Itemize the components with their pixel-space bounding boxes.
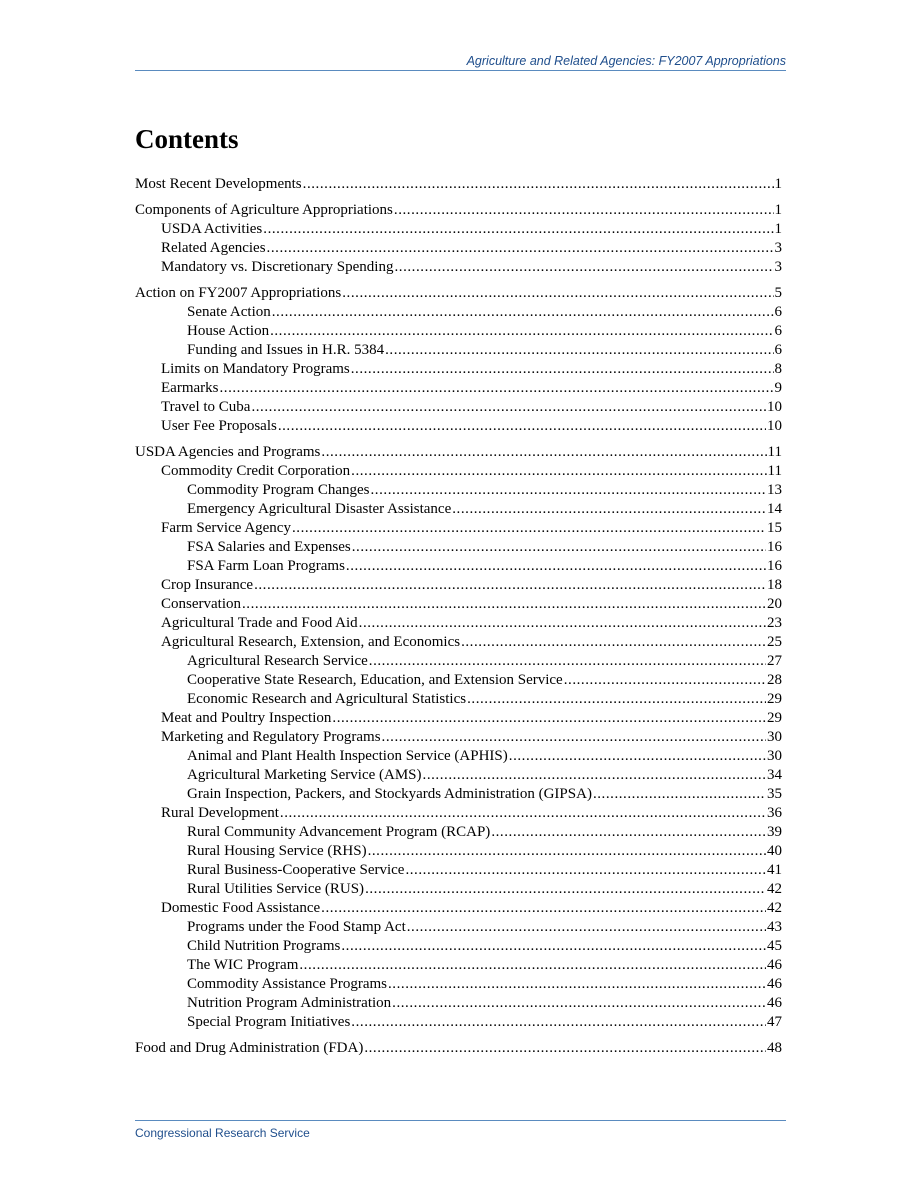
- toc-dot-leader: [388, 975, 766, 994]
- toc-entry[interactable]: [135, 500, 782, 519]
- toc-entry-page: 11: [767, 444, 782, 460]
- toc-entry-page: 6: [774, 304, 782, 320]
- toc-entry[interactable]: [135, 519, 782, 538]
- toc-dot-leader: [270, 322, 773, 341]
- toc-entry-page: 13: [767, 482, 782, 498]
- toc-entry-page: 29: [767, 691, 782, 707]
- toc-dot-leader: [280, 804, 766, 823]
- toc-entry-page: 47: [767, 1014, 782, 1030]
- toc-dot-leader: [321, 899, 766, 918]
- toc-entry-page: 1: [774, 176, 782, 192]
- toc-entry[interactable]: [135, 709, 782, 728]
- toc-entry[interactable]: [135, 322, 782, 341]
- toc-dot-leader: [452, 500, 766, 519]
- toc-dot-leader: [352, 538, 766, 557]
- toc-entry[interactable]: [135, 652, 782, 671]
- toc-entry-title: Commodity Program Changes: [187, 482, 370, 498]
- toc-entry[interactable]: [135, 633, 782, 652]
- toc-dot-leader: [365, 880, 766, 899]
- toc-entry[interactable]: [135, 1039, 782, 1058]
- toc-entry-page: 28: [767, 672, 782, 688]
- toc-entry-title: Meat and Poultry Inspection: [161, 710, 332, 726]
- toc-entry[interactable]: [135, 766, 782, 785]
- toc-dot-leader: [509, 747, 766, 766]
- toc-dot-leader: [321, 443, 766, 462]
- toc-entry-title: USDA Agencies and Programs: [135, 444, 321, 460]
- toc-dot-leader: [342, 284, 773, 303]
- toc-dot-leader: [351, 360, 774, 379]
- toc-entry[interactable]: [135, 258, 782, 277]
- toc-entry-title: Child Nutrition Programs: [187, 938, 341, 954]
- toc-entry-title: Conservation: [161, 596, 241, 612]
- toc-dot-leader: [351, 462, 766, 481]
- toc-dot-leader: [593, 785, 766, 804]
- toc-entry[interactable]: [135, 1013, 782, 1032]
- toc-entry-page: 15: [767, 520, 782, 536]
- toc-entry-page: 36: [767, 805, 782, 821]
- toc-dot-leader: [364, 1039, 766, 1058]
- toc-entry-title: Mandatory vs. Discretionary Spending: [161, 259, 394, 275]
- toc-entry-title: Food and Drug Administration (FDA): [135, 1040, 364, 1056]
- toc-entry-page: 10: [767, 399, 782, 415]
- toc-dot-leader: [303, 175, 774, 194]
- toc-dot-leader: [407, 918, 766, 937]
- toc-entry-page: 41: [767, 862, 782, 878]
- toc-entry-title: Agricultural Research, Extension, and Economics: [161, 634, 461, 650]
- toc-entry[interactable]: [135, 994, 782, 1013]
- toc-entry[interactable]: [135, 728, 782, 747]
- toc-entry-title: Animal and Plant Health Inspection Service (APHIS): [187, 748, 508, 764]
- toc-dot-leader: [394, 201, 774, 220]
- toc-entry[interactable]: [135, 747, 782, 766]
- toc-entry-title: Commodity Assistance Programs: [187, 976, 387, 992]
- toc-entry-title: Commodity Credit Corporation: [161, 463, 351, 479]
- toc-entry-page: 30: [767, 748, 782, 764]
- toc-entry-title: Nutrition Program Administration: [187, 995, 392, 1011]
- toc-entry-title: Rural Housing Service (RHS): [187, 843, 367, 859]
- toc-dot-leader: [251, 398, 766, 417]
- toc-entry-page: 6: [774, 323, 782, 339]
- toc-entry[interactable]: [135, 671, 782, 690]
- toc-entry-page: 10: [767, 418, 782, 434]
- toc-entry-title: Most Recent Developments: [135, 176, 302, 192]
- toc-entry[interactable]: [135, 975, 782, 994]
- toc-entry-page: 39: [767, 824, 782, 840]
- toc-entry-title: Domestic Food Assistance: [161, 900, 321, 916]
- toc-entry-page: 16: [767, 558, 782, 574]
- toc-entry-title: Programs under the Food Stamp Act: [187, 919, 406, 935]
- running-footer: [135, 1120, 786, 1142]
- toc-entry-page: 29: [767, 710, 782, 726]
- toc-entry-title: Funding and Issues in H.R. 5384: [187, 342, 385, 358]
- toc-entry-title: Special Program Initiatives: [187, 1014, 351, 1030]
- toc-entry-title: Rural Business-Cooperative Service: [187, 862, 405, 878]
- toc-dot-leader: [219, 379, 773, 398]
- toc-entry-page: 42: [767, 881, 782, 897]
- toc-entry[interactable]: [135, 842, 782, 861]
- toc-entry-page: 35: [767, 786, 782, 802]
- toc-entry[interactable]: [135, 538, 782, 557]
- toc-dot-leader: [385, 341, 773, 360]
- toc-entry[interactable]: [135, 443, 782, 462]
- toc-entry-page: 16: [767, 539, 782, 555]
- toc-entry[interactable]: [135, 303, 782, 322]
- toc-entry-title: Marketing and Regulatory Programs: [161, 729, 381, 745]
- running-header-title: Agriculture and Related Agencies: FY2007 Appropriations: [466, 54, 786, 68]
- toc-entry-page: 46: [767, 957, 782, 973]
- toc-entry-page: 20: [767, 596, 782, 612]
- toc-entry-page: 9: [774, 380, 782, 396]
- toc-entry-page: 5: [774, 285, 782, 301]
- toc-entry-page: 25: [767, 634, 782, 650]
- toc-entry-page: 1: [774, 202, 782, 218]
- page-title: Contents: [135, 124, 239, 154]
- toc-entry-page: 42: [767, 900, 782, 916]
- toc-dot-leader: [278, 417, 766, 436]
- toc-entry[interactable]: [135, 880, 782, 899]
- toc-entry-page: 11: [767, 463, 782, 479]
- toc-entry-title: Agricultural Trade and Food Aid: [161, 615, 358, 631]
- toc-entry[interactable]: [135, 284, 782, 303]
- toc-entry-page: 46: [767, 976, 782, 992]
- toc-entry-page: 45: [767, 938, 782, 954]
- toc-entry-title: Limits on Mandatory Programs: [161, 361, 350, 377]
- toc-dot-leader: [368, 842, 766, 861]
- toc-entry[interactable]: [135, 398, 782, 417]
- toc-entry-page: 6: [774, 342, 782, 358]
- toc-entry-title: Earmarks: [161, 380, 219, 396]
- toc-entry-title: Crop Insurance: [161, 577, 254, 593]
- toc-entry-page: 43: [767, 919, 782, 935]
- toc-entry-title: Components of Agriculture Appropriations: [135, 202, 393, 218]
- toc-entry[interactable]: [135, 918, 782, 937]
- toc-dot-leader: [254, 576, 766, 595]
- toc-dot-leader: [341, 937, 766, 956]
- toc-entry-title: Cooperative State Research, Education, and Extension Service: [187, 672, 563, 688]
- toc-dot-leader: [394, 258, 773, 277]
- running-header: [135, 54, 786, 71]
- toc-entry-title: FSA Salaries and Expenses: [187, 539, 351, 555]
- toc-entry[interactable]: [135, 175, 782, 194]
- toc-dot-leader: [332, 709, 766, 728]
- toc-entry-title: Agricultural Research Service: [187, 653, 368, 669]
- toc-entry-title: Emergency Agricultural Disaster Assistance: [187, 501, 452, 517]
- toc-entry-page: 23: [767, 615, 782, 631]
- toc-dot-leader: [405, 861, 766, 880]
- toc-dot-leader: [461, 633, 766, 652]
- toc-entry-page: 27: [767, 653, 782, 669]
- toc-entry-title: User Fee Proposals: [161, 418, 277, 434]
- table-of-contents: [135, 175, 782, 1058]
- toc-entry-title: Farm Service Agency: [161, 520, 291, 536]
- toc-entry-page: 14: [767, 501, 782, 517]
- toc-dot-leader: [263, 220, 773, 239]
- footer-publisher: Congressional Research Service: [135, 1126, 310, 1140]
- toc-entry[interactable]: [135, 379, 782, 398]
- toc-entry-title: House Action: [187, 323, 270, 339]
- toc-entry-title: Senate Action: [187, 304, 271, 320]
- toc-entry[interactable]: [135, 557, 782, 576]
- toc-entry-page: 1: [774, 221, 782, 237]
- toc-dot-leader: [292, 519, 766, 538]
- toc-dot-leader: [267, 239, 774, 258]
- toc-dot-leader: [369, 652, 766, 671]
- toc-entry-page: 3: [774, 259, 782, 275]
- toc-dot-leader: [351, 1013, 766, 1032]
- toc-entry[interactable]: [135, 937, 782, 956]
- toc-entry[interactable]: [135, 861, 782, 880]
- toc-entry[interactable]: [135, 201, 782, 220]
- toc-entry-title: FSA Farm Loan Programs: [187, 558, 345, 574]
- toc-entry-title: Grain Inspection, Packers, and Stockyards Administration (GIPSA): [187, 786, 592, 802]
- toc-entry-title: USDA Activities: [161, 221, 263, 237]
- toc-entry-page: 18: [767, 577, 782, 593]
- toc-dot-leader: [491, 823, 766, 842]
- toc-entry[interactable]: [135, 823, 782, 842]
- toc-dot-leader: [392, 994, 766, 1013]
- toc-entry[interactable]: [135, 690, 782, 709]
- toc-dot-leader: [423, 766, 766, 785]
- toc-entry[interactable]: [135, 220, 782, 239]
- toc-entry-page: 40: [767, 843, 782, 859]
- toc-entry[interactable]: [135, 899, 782, 918]
- toc-entry-page: 30: [767, 729, 782, 745]
- toc-dot-leader: [564, 671, 766, 690]
- toc-entry-title: The WIC Program: [187, 957, 299, 973]
- toc-entry-title: Travel to Cuba: [161, 399, 251, 415]
- toc-entry-page: 48: [767, 1040, 782, 1056]
- toc-entry[interactable]: [135, 360, 782, 379]
- toc-entry-title: Rural Development: [161, 805, 279, 821]
- toc-entry-page: 8: [774, 361, 782, 377]
- toc-entry[interactable]: [135, 481, 782, 500]
- toc-dot-leader: [382, 728, 766, 747]
- toc-entry-title: Economic Research and Agricultural Statistics: [187, 691, 467, 707]
- toc-entry-page: 3: [774, 240, 782, 256]
- toc-entry[interactable]: [135, 462, 782, 481]
- toc-dot-leader: [467, 690, 766, 709]
- toc-entry-title: Action on FY2007 Appropriations: [135, 285, 342, 301]
- toc-entry-page: 34: [767, 767, 782, 783]
- toc-entry[interactable]: [135, 785, 782, 804]
- toc-dot-leader: [299, 956, 766, 975]
- toc-entry[interactable]: [135, 576, 782, 595]
- toc-entry[interactable]: [135, 239, 782, 258]
- toc-dot-leader: [371, 481, 767, 500]
- toc-entry-title: Rural Utilities Service (RUS): [187, 881, 365, 897]
- toc-entry[interactable]: [135, 614, 782, 633]
- toc-entry-title: Related Agencies: [161, 240, 266, 256]
- toc-entry-title: Rural Community Advancement Program (RCAP): [187, 824, 491, 840]
- toc-dot-leader: [272, 303, 774, 322]
- toc-dot-leader: [359, 614, 766, 633]
- toc-entry[interactable]: [135, 804, 782, 823]
- toc-dot-leader: [242, 595, 766, 614]
- toc-entry[interactable]: [135, 956, 782, 975]
- toc-entry[interactable]: [135, 595, 782, 614]
- toc-entry[interactable]: [135, 341, 782, 360]
- toc-dot-leader: [346, 557, 766, 576]
- toc-entry[interactable]: [135, 417, 782, 436]
- toc-entry-page: 46: [767, 995, 782, 1011]
- toc-entry-title: Agricultural Marketing Service (AMS): [187, 767, 422, 783]
